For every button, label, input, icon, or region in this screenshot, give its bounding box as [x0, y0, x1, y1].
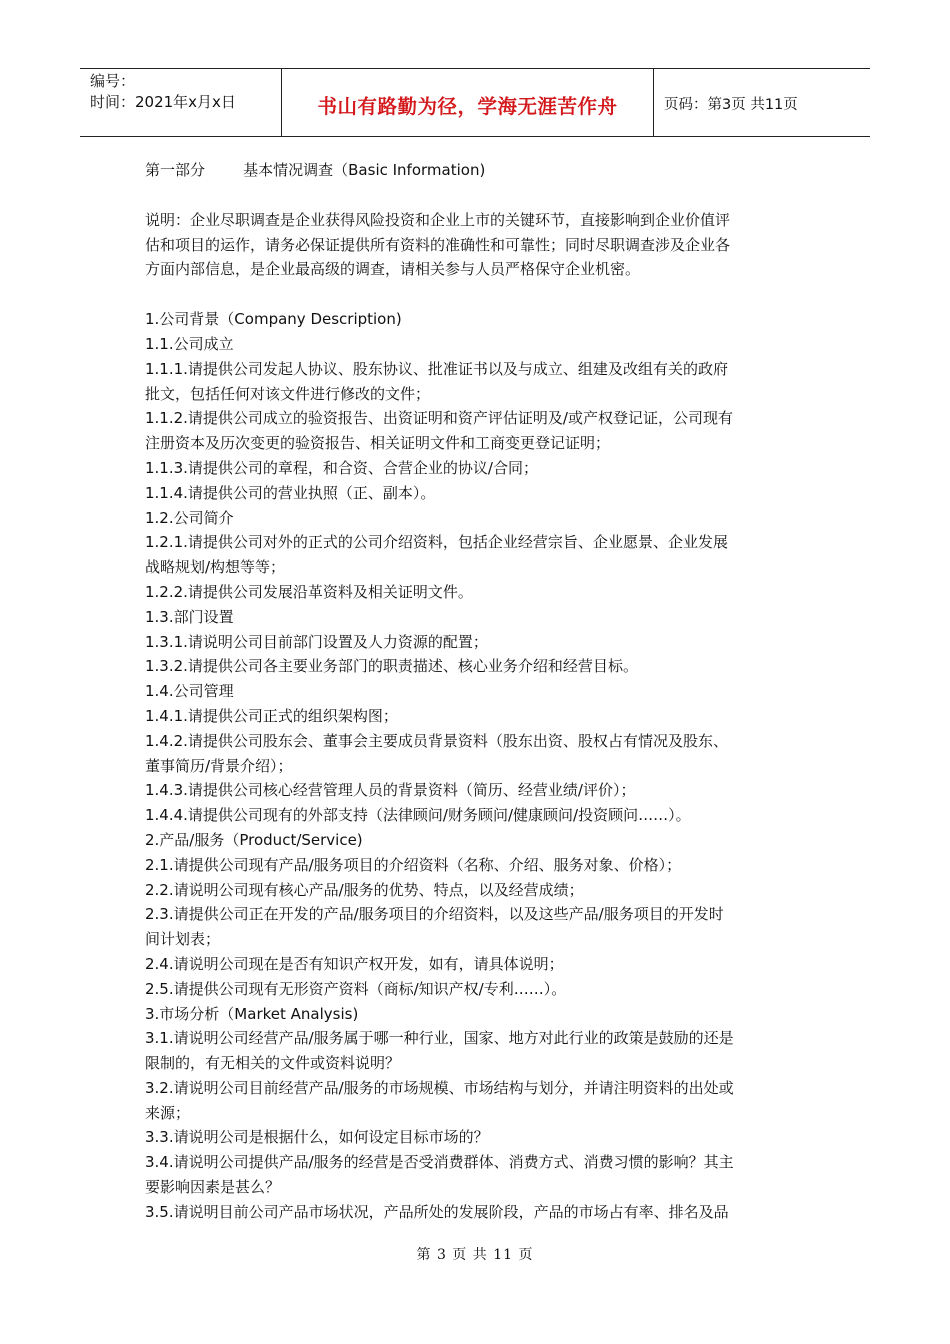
body-line: 2.5.请提供公司现有无形资产资料（商标/知识产权/专利……）。	[145, 979, 567, 998]
body-line: 1.3.部门设置	[145, 607, 234, 626]
body-line: 1.2.公司简介	[145, 508, 234, 527]
intro-paragraph	[145, 208, 815, 282]
section-title: 第一部分 基本情况调查（Basic Information)	[145, 161, 486, 179]
body-line: 2.产品/服务（Product/Service)	[145, 830, 363, 849]
body-line: 董事简历/背景介绍）；	[145, 756, 293, 775]
body-line: 3.2.请说明公司目前经营产品/服务的市场规模、市场结构与划分，并请注明资料的出处或	[145, 1078, 734, 1097]
body-line: 1.4.2.请提供公司股东会、董事会主要成员背景资料（股东出资、股权占有情况及股东、	[145, 731, 728, 750]
body-line: 1.3.2.请提供公司各主要业务部门的职责描述、核心业务介绍和经营目标。	[145, 657, 638, 676]
body-line: 3.1.请说明公司经营产品/服务属于哪一种行业，国家、地方对此行业的政策是鼓励的还是	[145, 1029, 734, 1048]
body-line: 1.3.1.请说明公司目前部门设置及人力资源的配置；	[145, 632, 488, 651]
body-line: 1.1.2.请提供公司成立的验资报告、出资证明和资产评估证明及/或产权登记证，公司现有	[145, 409, 733, 428]
page-header	[80, 68, 870, 137]
body-line: 3.5.请说明目前公司产品市场状况，产品所处的发展阶段，产品的市场占有率、排名及品	[145, 1202, 729, 1221]
body-line: 限制的，有无相关的文件或资料说明？	[145, 1054, 401, 1073]
intro-line: 估和项目的运作，请务必保证提供所有资料的准确性和可靠性；同时尽职调查涉及企业各	[145, 235, 731, 254]
body-line: 来源；	[145, 1103, 191, 1122]
document-body	[145, 158, 815, 1225]
body-line: 战略规划/构想等等；	[145, 558, 286, 577]
body-line: 1.2.1.请提供公司对外的正式的公司介绍资料，包括企业经营宗旨、企业愿景、企业发展	[145, 533, 728, 552]
date-label: 时间：2021年x月x日	[90, 93, 236, 111]
body-line: 1.4.公司管理	[145, 682, 234, 701]
body-line: 注册资本及历次变更的验资报告、相关证明文件和工商变更登记证明；	[145, 434, 611, 453]
body-line: 3.3.请说明公司是根据什么，如何设定目标市场的？	[145, 1128, 489, 1147]
body-line: 1.1.3.请提供公司的章程，和合资、合营企业的协议/合同；	[145, 458, 538, 477]
body-line: 1.4.1.请提供公司正式的组织架构图；	[145, 706, 398, 725]
body-line: 3.4.请说明公司提供产品/服务的经营是否受消费群体、消费方式、消费习惯的影响？其主	[145, 1153, 734, 1172]
header-page-info: 页码：第3页 共11页	[664, 97, 798, 113]
body-line: 1.公司背景（Company Description)	[145, 310, 402, 329]
number-label: 编号：	[90, 72, 136, 90]
body-line: 2.1.请提供公司现有产品/服务项目的介绍资料（名称、介绍、服务对象、价格）；	[145, 855, 682, 874]
intro-line: 说明：企业尽职调查是企业获得风险投资和企业上市的关键环节，直接影响到企业价值评	[145, 210, 731, 229]
body-line: 1.2.2.请提供公司发展沿革资料及相关证明文件。	[145, 582, 473, 601]
intro-line: 方面内部信息，是企业最高级的调查，请相关参与人员严格保守企业机密。	[145, 260, 641, 279]
body-line: 2.3.请提供公司正在开发的产品/服务项目的介绍资料，以及这些产品/服务项目的开发时	[145, 905, 724, 924]
header-info-cell	[80, 69, 282, 136]
body-line: 要影响因素是甚么？	[145, 1178, 281, 1197]
body-line: 1.1.公司成立	[145, 334, 234, 353]
body-line: 2.4.请说明公司现在是否有知识产权开发，如有，请具体说明；	[145, 954, 564, 973]
body-line: 批文，包括任何对该文件进行修改的文件；	[145, 384, 431, 403]
page-footer: 第 3 页 共 11 页	[416, 1247, 534, 1263]
body-line: 1.1.1.请提供公司发起人协议、股东协议、批准证书以及与成立、组建及改组有关的政府	[145, 359, 728, 378]
question-list	[145, 307, 815, 1224]
body-line: 3.市场分析（Market Analysis)	[145, 1004, 359, 1023]
header-motto: 书山有路勤为径，学海无涯苦作舟	[282, 69, 654, 136]
body-line: 1.1.4.请提供公司的营业执照（正、副本）。	[145, 483, 436, 502]
body-line: 1.4.3.请提供公司核心经营管理人员的背景资料（简历、经营业绩/评价）；	[145, 781, 636, 800]
body-line: 1.4.4.请提供公司现有的外部支持（法律顾问/财务顾问/健康顾问/投资顾问……）。	[145, 806, 691, 825]
body-line: 间计划表；	[145, 930, 221, 949]
body-line: 2.2.请说明公司现有核心产品/服务的优势、特点，以及经营成绩；	[145, 880, 584, 899]
